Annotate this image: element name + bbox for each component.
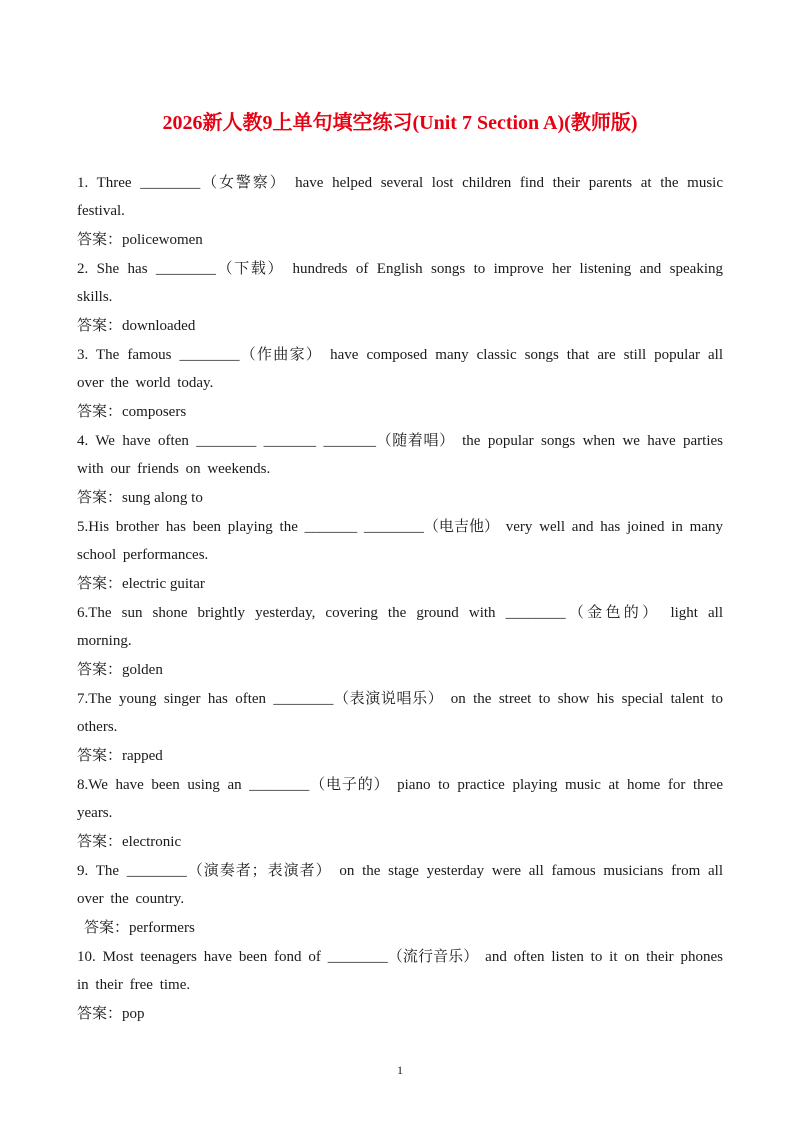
question-text: 4. We have often ________ _______ _______（随着唱） the popular songs when we have parties with our friends on weekends. <box>77 433 723 477</box>
question-item-8 <box>77 771 723 857</box>
answer-text: 答案：rapped <box>77 748 163 764</box>
question-item-6 <box>77 599 723 685</box>
question-text: 10. Most teenagers have been fond of ________（流行音乐） and often listen to it on their phones in their free time. <box>77 949 723 993</box>
document-title: 2026新人教9上单句填空练习(Unit 7 Section A)(教师版) <box>162 112 638 134</box>
question-item-5 <box>77 513 723 599</box>
answer-text: 答案：sung along to <box>77 490 203 506</box>
question-list <box>77 169 723 1029</box>
question-item-3 <box>77 341 723 427</box>
question-text: 8.We have been using an ________（电子的） piano to practice playing music at home for three years. <box>77 777 723 821</box>
answer-text: 答案：performers <box>84 920 195 936</box>
question-text: 5.His brother has been playing the _______ ________（电吉他） very well and has joined in many school performances. <box>77 519 723 563</box>
question-item-2 <box>77 255 723 341</box>
answer-text: 答案：policewomen <box>77 232 203 248</box>
question-text: 7.The young singer has often ________（表演说唱乐） on the street to show his special talent to others. <box>77 691 723 735</box>
question-text: 6.The sun shone brightly yesterday, covering the ground with ________（金色的） light all morning. <box>77 605 723 649</box>
question-text: 1. Three ________（女警察） have helped several lost children find their parents at the music festival. <box>77 175 723 219</box>
question-item-4 <box>77 427 723 513</box>
answer-text: 答案：electric guitar <box>77 576 205 592</box>
question-item-10 <box>77 943 723 1029</box>
answer-text: 答案：downloaded <box>77 318 196 334</box>
question-text: 2. She has ________（下载） hundreds of English songs to improve her listening and speaking skills. <box>77 261 723 305</box>
answer-text: 答案：electronic <box>77 834 182 850</box>
answer-text: 答案：golden <box>77 662 163 678</box>
page-number: 1 <box>397 1063 403 1077</box>
question-text: 3. The famous ________（作曲家） have composed many classic songs that are still popular all over the world today. <box>77 347 723 391</box>
question-text: 9. The ________（演奏者；表演者） on the stage yesterday were all famous musicians from all over the country. <box>77 863 723 907</box>
question-item-1 <box>77 169 723 255</box>
question-item-7 <box>77 685 723 771</box>
answer-text: 答案：composers <box>77 404 187 420</box>
answer-text: 答案：pop <box>77 1006 145 1022</box>
question-item-9 <box>77 857 723 943</box>
